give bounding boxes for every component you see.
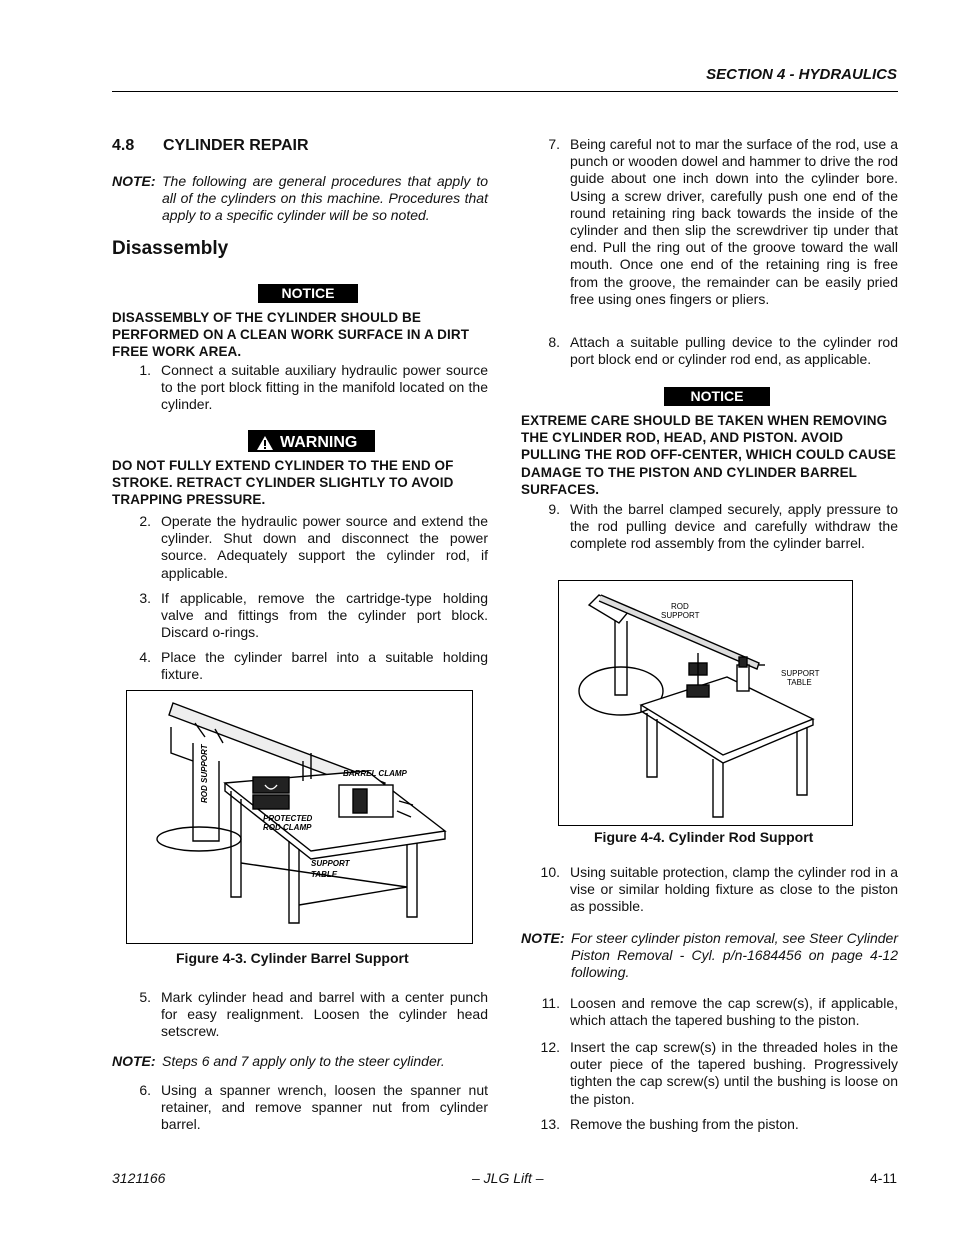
note-text: For steer cylinder piston removal, see Steer Cylinder Piston Removal - Cyl. p/n-1684456 on page 4-12 following. [571, 930, 898, 981]
step-number: 6. [139, 1082, 151, 1098]
fig3-protected-label: PROTECTED [263, 814, 313, 823]
step-text: Connect a suitable auxiliary hydraulic power source to the port block fitting in the manifold located on the cylinder. [161, 362, 488, 413]
list-item [112, 362, 488, 414]
step-text: Mark cylinder head and barrel with a center punch for easy realignment. Loosen the cylinder head setscrew. [161, 989, 488, 1040]
warning-triangle-icon [256, 435, 274, 451]
step-text: Remove the bushing from the piston. [570, 1116, 799, 1132]
figure-caption: Figure 4-4. Cylinder Rod Support [594, 829, 814, 845]
note-steer-piston [521, 930, 898, 982]
step-text: Being careful not to mar the surface of the rod, use a punch or wooden dowel and hammer to drive the rod guide about one inch down into the cylinder bore. Using a screw driver, carefully push one end of the round retaining ring back towards the inside of the cylinder and then slip the screwdriver tip under that end. Pull the ring out of the groove toward the wall mouth. Once one end of the retaining ring is free from the groove, the remainder can be easily pried free using ones fingers or pliers. [570, 136, 898, 307]
footer-doc-number: 3121166 [112, 1170, 166, 1186]
fig4-support-table-label-2: TABLE [787, 678, 812, 687]
step-text: Operate the hydraulic power source and extend the cylinder. Shut down and disconnect the power source. Adequately support the cylinder rod, if applicable. [161, 513, 488, 581]
figure-cylinder-rod-support [558, 580, 853, 826]
figure-caption: Figure 4-3. Cylinder Barrel Support [176, 950, 409, 966]
note-general [112, 173, 488, 225]
step-text: If applicable, remove the cartridge-type holding valve and fittings from the cylinder port block. Discard o-rings. [161, 590, 488, 641]
list-item [521, 501, 898, 553]
section-header: SECTION 4 - HYDRAULICS [706, 66, 897, 83]
step-number: 5. [139, 989, 151, 1005]
warning-text: DO NOT FULLY EXTEND CYLINDER TO THE END OF STROKE. RETRACT CYLINDER SLIGHTLY TO AVOID TRAPPING PRESSURE. [112, 458, 454, 508]
note-label: NOTE: [521, 930, 565, 946]
step-number: 8. [548, 334, 560, 350]
note-text: Steps 6 and 7 apply only to the steer cylinder. [162, 1053, 445, 1069]
header-rule [112, 91, 898, 92]
step-number: 13. [540, 1116, 560, 1132]
list-item [112, 1082, 488, 1134]
warning-badge [248, 430, 375, 452]
subheading-disassembly: Disassembly [112, 238, 229, 259]
note-label: NOTE: [112, 1053, 156, 1069]
section-title: CYLINDER REPAIR [163, 137, 309, 154]
step-number: 1. [139, 362, 151, 378]
barrel-support-illustration [127, 691, 471, 942]
fig4-support-label: SUPPORT [661, 611, 700, 620]
list-item [112, 513, 488, 582]
warning-label: WARNING [280, 434, 358, 451]
step-number: 9. [548, 501, 560, 517]
notice-text: DISASSEMBLY OF THE CYLINDER SHOULD BE PERFORMED ON A CLEAN WORK SURFACE IN A DIRT FREE WORK AREA. [112, 310, 470, 360]
list-item [521, 995, 898, 1029]
note-steer [112, 1053, 488, 1070]
step-text: Using a spanner wrench, loosen the spanner nut retainer, and remove spanner nut from cylinder barrel. [161, 1082, 488, 1133]
step-text: Using suitable protection, clamp the cylinder rod in a vise or similar holding fixture as close to the piston as possible. [570, 864, 898, 915]
step-text: Attach a suitable pulling device to the cylinder rod port block end or cylinder rod end, as applicable. [570, 334, 898, 368]
rod-support-illustration [559, 581, 851, 824]
step-number: 7. [548, 136, 560, 152]
list-item [521, 1116, 898, 1133]
fig3-table-label: TABLE [311, 870, 338, 879]
footer-page-number: 4-11 [870, 1170, 897, 1186]
list-item [521, 334, 898, 368]
step-number: 2. [139, 513, 151, 529]
list-item [521, 864, 898, 916]
step-number: 12. [540, 1039, 560, 1055]
notice-badge: NOTICE [664, 387, 770, 406]
step-number: 11. [541, 995, 560, 1011]
list-item [112, 590, 488, 642]
step-number: 4. [139, 649, 151, 665]
step-text: Place the cylinder barrel into a suitable holding fixture. [161, 649, 488, 683]
note-label: NOTE: [112, 173, 156, 189]
notice-badge: NOTICE [258, 284, 358, 303]
list-item [521, 136, 898, 308]
step-text: With the barrel clamped securely, apply pressure to the rod pulling device and carefully withdraw the complete rod assembly from the cylinder barrel. [570, 501, 898, 552]
fig3-rod-clamp-label: ROD CLAMP [263, 823, 312, 832]
notice-text: EXTREME CARE SHOULD BE TAKEN WHEN REMOVING THE CYLINDER ROD, HEAD, AND PISTON. AVOID PULLING THE ROD OFF-CENTER, WHICH COULD CAUSE DAMAGE TO THE PISTON AND CYLINDER BARREL SURFACES. [521, 413, 896, 497]
step-text: Loosen and remove the cap screw(s), if applicable, which attach the tapered bushing to the piston. [570, 995, 898, 1029]
step-text: Insert the cap screw(s) in the threaded holes in the outer piece of the tapered bushing. Progressively tighten the cap screw(s) until the bushing is loose on the piston. [570, 1039, 898, 1107]
section-number: 4.8 [112, 137, 135, 154]
step-number: 3. [139, 590, 151, 606]
list-item [521, 1039, 898, 1108]
footer-brand: – JLG Lift – [472, 1170, 544, 1186]
fig4-support-table-label-1: SUPPORT [781, 669, 820, 678]
step-number: 10. [540, 864, 560, 880]
note-text: The following are general procedures that apply to all of the cylinders on this machine. Procedures that apply to a specific cylinder will be so noted. [162, 173, 488, 224]
fig3-support-label: SUPPORT [311, 859, 350, 868]
fig4-rod-label: ROD [671, 602, 689, 611]
list-item [112, 989, 488, 1041]
fig3-barrel-clamp-label: BARREL CLAMP [343, 769, 407, 778]
figure-cylinder-barrel-support [126, 690, 473, 944]
fig3-rod-support-label: ROD SUPPORT [200, 744, 209, 803]
list-item [112, 649, 488, 683]
